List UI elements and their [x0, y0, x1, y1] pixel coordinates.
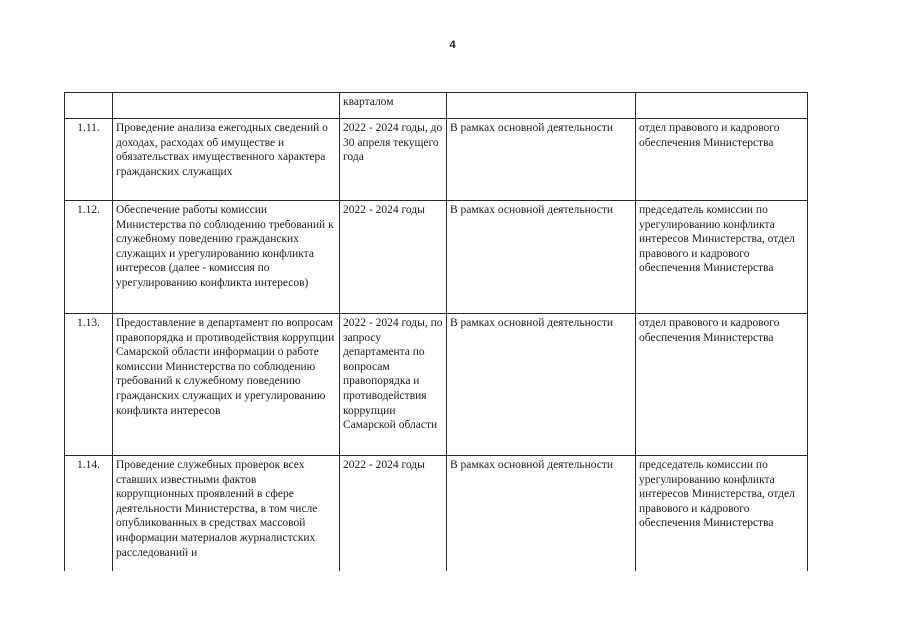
row-number-cell: 1.14.: [65, 456, 113, 571]
row-number-cell: 1.12.: [65, 201, 113, 314]
event-cell: Проведение анализа ежегодных сведений о доходах, расходах об имуществе и обязательствах имущественного характера гражданских служащих: [113, 119, 340, 201]
funding-cell: В рамках основной деятельности: [447, 119, 636, 201]
row-number-cell: [65, 93, 113, 119]
responsible-cell: отдел правового и кадрового обеспечения Министерства: [636, 119, 808, 201]
funding-cell: В рамках основной деятельности: [447, 314, 636, 456]
table-row: [65, 119, 808, 201]
responsible-cell: председатель комиссии по урегулированию конфликта интересов Министерства, отдел правового и кадрового обеспечения Министерства: [636, 201, 808, 314]
funding-cell: [447, 93, 636, 119]
row-number-cell: 1.11.: [65, 119, 113, 201]
deadline-cell: 2022 - 2024 годы, до 30 апреля текущего года: [340, 119, 447, 201]
row-number-cell: 1.13.: [65, 314, 113, 456]
event-cell: [113, 93, 340, 119]
table-row: [65, 314, 808, 456]
responsible-cell: председатель комиссии по урегулированию конфликта интересов Министерства, отдел правового и кадрового обеспечения Министерства: [636, 456, 808, 571]
event-cell: Обеспечение работы комиссии Министерства по соблюдению требований к служебному поведению гражданских служащих и урегулированию конфликта интересов (далее - комиссия по урегулированию конфликта интересов): [113, 201, 340, 314]
event-cell: Предоставление в департамент по вопросам правопорядка и противодействия коррупции Самарской области информации о работе комиссии Министерства по соблюдению требований к служебному поведению гражданских служащих и урегулированию конфликта интересов: [113, 314, 340, 456]
deadline-cell: 2022 - 2024 годы: [340, 201, 447, 314]
funding-cell: В рамках основной деятельности: [447, 201, 636, 314]
table-row: [65, 93, 808, 119]
event-cell: Проведение служебных проверок всех ставших известными фактов коррупционных проявлений в сфере деятельности Министерства, в том числе опубликованных в средствах массовой информации материалов журналистских расследований и: [113, 456, 340, 571]
deadline-cell: 2022 - 2024 годы, по запросу департамента по вопросам правопорядка и противодействия коррупции Самарской области: [340, 314, 447, 456]
table-row: [65, 201, 808, 314]
page-number: 4: [449, 39, 456, 51]
table-row: [65, 456, 808, 571]
responsible-cell: отдел правового и кадрового обеспечения Министерства: [636, 314, 808, 456]
deadline-cell: кварталом: [340, 93, 447, 119]
responsible-cell: [636, 93, 808, 119]
anticorruption-plan-table: [64, 92, 808, 571]
funding-cell: В рамках основной деятельности: [447, 456, 636, 571]
deadline-cell: 2022 - 2024 годы: [340, 456, 447, 571]
